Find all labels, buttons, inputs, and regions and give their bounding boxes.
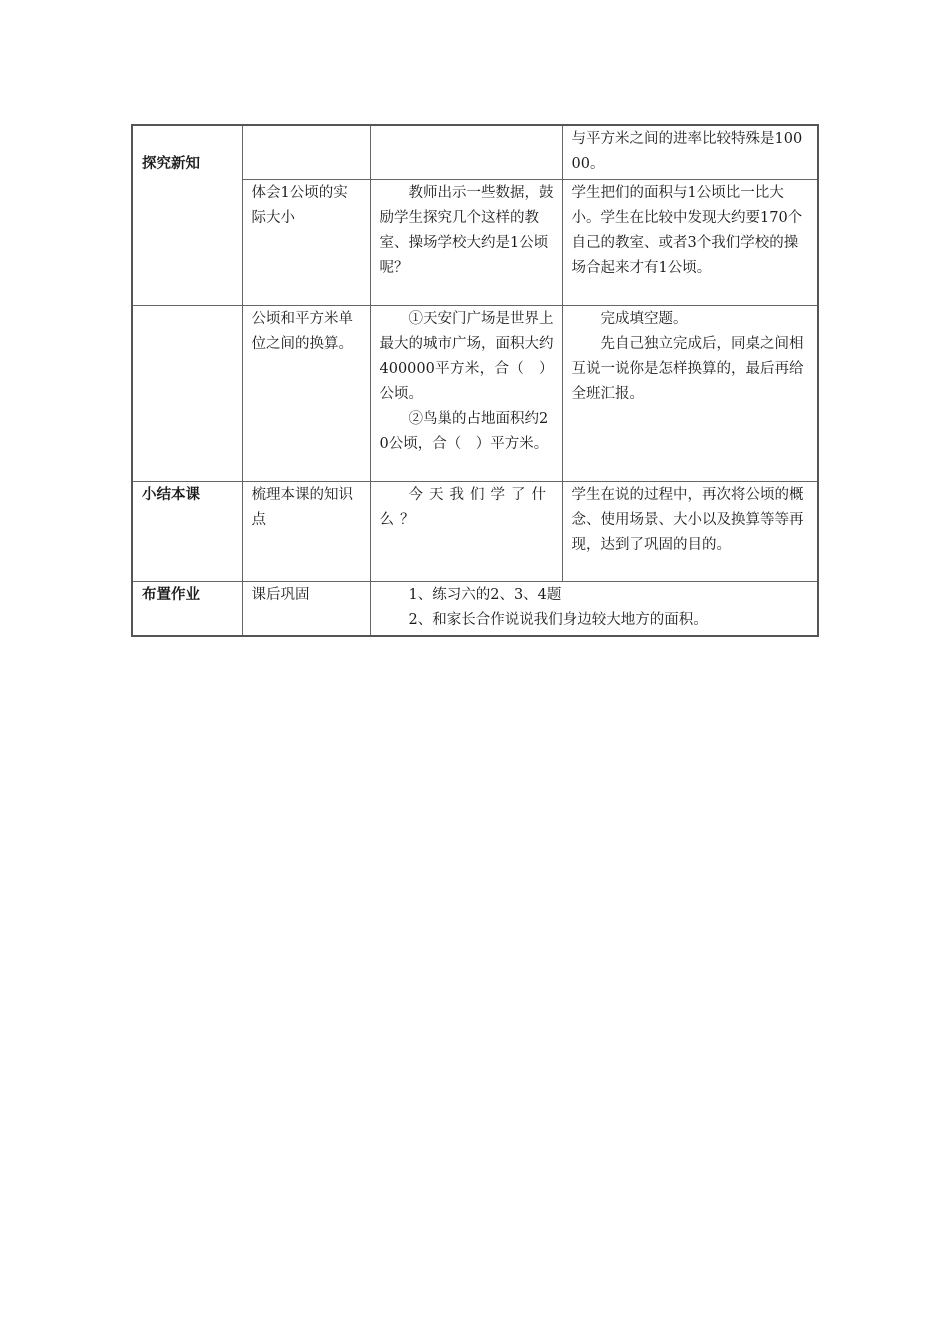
student-text: 先自己独立完成后，同桌之间相互说一说你是怎样换算的，最后再给全班汇报。 xyxy=(571,336,804,402)
student-text: 与平方米之间的进率比较特殊是10000。 xyxy=(571,131,803,172)
lesson-plan-table xyxy=(131,124,819,637)
content-cell xyxy=(242,180,370,306)
stage-cell xyxy=(132,482,242,582)
content-text: 梳理本课的知识点 xyxy=(251,487,353,528)
content-text: 体会1公顷的实际大小 xyxy=(251,185,348,226)
student-cell xyxy=(562,482,818,582)
content-text: 课后巩固 xyxy=(251,587,310,603)
table-row xyxy=(132,582,818,637)
stage-cell xyxy=(132,306,242,482)
homework-item: 2、和家长合作说说我们身边较大地方的面积。 xyxy=(408,612,708,628)
teacher-cell xyxy=(370,306,562,482)
table-row xyxy=(132,125,818,180)
student-cell xyxy=(562,125,818,180)
content-cell xyxy=(242,482,370,582)
student-text: 学生在说的过程中，再次将公顷的概念、使用场景、大小以及换算等等再现，达到了巩固的目的。 xyxy=(571,487,804,553)
table-row xyxy=(132,482,818,582)
content-cell xyxy=(242,582,370,637)
teacher-cell xyxy=(370,482,562,582)
content-cell xyxy=(242,125,370,180)
teacher-cell xyxy=(370,180,562,306)
student-cell xyxy=(562,180,818,306)
teacher-text: 今天我们学了什么？ xyxy=(379,487,552,528)
content-text: 公顷和平方米单位之间的换算。 xyxy=(251,311,353,352)
stage-label: 小结本课 xyxy=(142,487,200,503)
stage-cell xyxy=(132,582,242,637)
teacher-text: ①天安门广场是世界上最大的城市广场，面积大约400000平方米，合（ ）公顷。 xyxy=(379,311,554,402)
stage-label: 布置作业 xyxy=(142,587,200,603)
teacher-cell xyxy=(370,125,562,180)
student-cell xyxy=(562,306,818,482)
homework-cell xyxy=(370,582,818,637)
stage-cell xyxy=(132,125,242,306)
stage-label: 探究新知 xyxy=(142,156,200,172)
teacher-text: 教师出示一些数据，鼓励学生探究几个这样的教室、操场学校大约是1公顷呢？ xyxy=(379,185,554,276)
content-cell xyxy=(242,306,370,482)
homework-item: 1、练习六的2、3、4题 xyxy=(408,587,562,603)
teacher-text: ②鸟巢的占地面积约20公顷，合（ ）平方米。 xyxy=(379,411,549,452)
student-text: 学生把们的面积与1公顷比一比大小。学生在比较中发现大约要170个自己的教室、或者3个我们学校的操场合起来才有1公顷。 xyxy=(571,185,803,276)
table-row xyxy=(132,306,818,482)
student-text: 完成填空题。 xyxy=(600,311,688,327)
